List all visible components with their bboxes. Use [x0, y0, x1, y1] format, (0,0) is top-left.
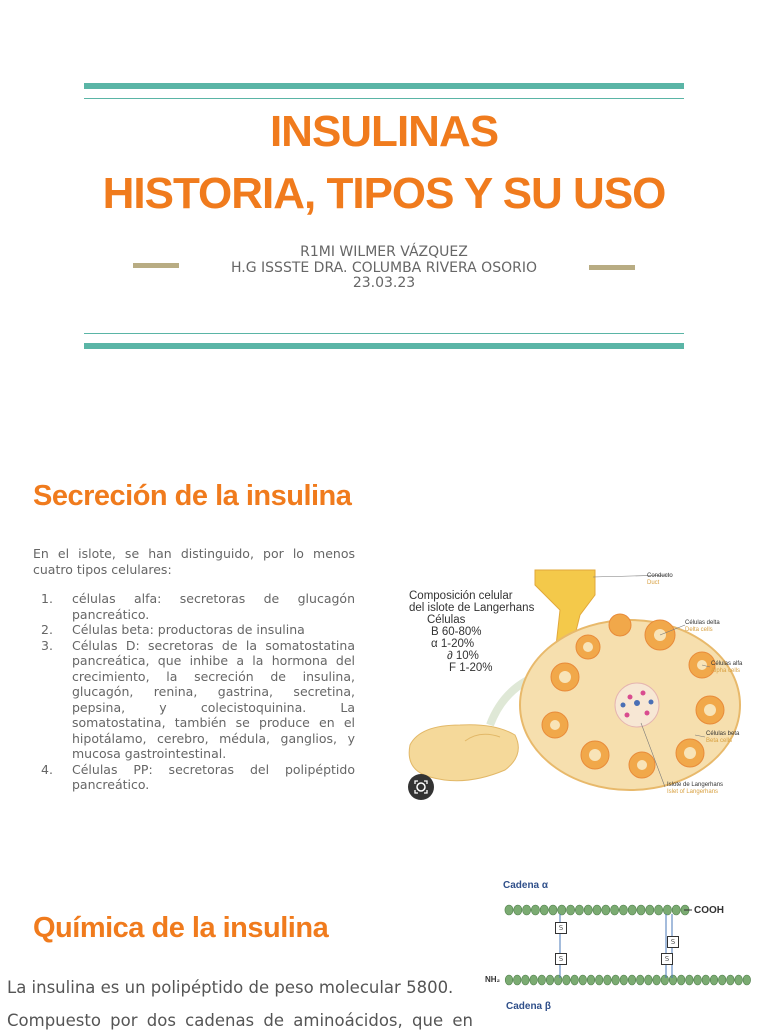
delta-percent: ∂ 10%: [447, 650, 479, 662]
label-islote-en: Islet of Langerhans: [667, 789, 719, 795]
amino-acid-bead: [584, 905, 592, 915]
amino-acid-bead: [655, 905, 663, 915]
institution: H.G ISSSTE DRA. COLUMBA RIVERA OSORIO: [231, 260, 537, 276]
list-item: 3. Células D: secretoras de la somatostatina pancreática, que inhibe a la hormona del crecimiento, la secreción de insulina, glucagón, renina, gastrina, secretina, pepsina, y colecistoquinina. La somatostatina, también se produce en el hipotálamo, cerebro, médula, ganglios, y mucosa gastrointestinal.: [41, 637, 355, 761]
amino-acid-bead: [558, 905, 566, 915]
amino-acid-bead: [554, 975, 562, 985]
label-duct: Duct: [647, 580, 660, 586]
amino-acid-bead: [505, 905, 513, 915]
lens-icon[interactable]: [408, 774, 434, 800]
quimica-line-1: La insulina es un polipéptido de peso molecular 5800.: [7, 978, 454, 997]
amino-acid-bead: [595, 975, 603, 985]
amino-acid-bead: [702, 975, 710, 985]
amino-acid-bead: [531, 905, 539, 915]
amino-acid-bead: [663, 905, 671, 915]
bottom-rule-thin: [84, 333, 684, 334]
amino-acid-bead: [522, 975, 530, 985]
amino-acid-bead: [505, 975, 513, 985]
label-alfa-es: Células alfa: [711, 661, 743, 667]
amino-acid-bead: [604, 975, 612, 985]
amino-acid-bead: [628, 975, 636, 985]
quimica-heading: Química de la insulina: [33, 912, 329, 944]
amino-acid-bead: [669, 975, 677, 985]
amino-acid-bead: [593, 905, 601, 915]
list-item: 4. Células PP: secretoras del polipéptido pancreático.: [41, 761, 355, 792]
disulfide-s: S: [661, 953, 673, 965]
amino-acid-bead: [523, 905, 531, 915]
tan-bar-right: [589, 265, 635, 270]
amino-acid-bead: [646, 905, 654, 915]
label-conducto: Conducto: [647, 573, 673, 579]
insulin-chain-figure: [484, 876, 768, 1024]
title-line-2: HISTORIA, TIPOS Y SU USO: [102, 169, 666, 218]
f-percent: F 1-20%: [449, 662, 493, 674]
chain-beads: [484, 876, 768, 1024]
amino-acid-bead: [571, 975, 579, 985]
figure-caption-sub: del islote de Langerhans: [409, 602, 535, 614]
bottom-rule-thick: [84, 343, 684, 349]
amino-acid-bead: [563, 975, 571, 985]
quimica-line-2: Compuesto por dos cadenas de aminoácidos, que en: [7, 1011, 473, 1030]
amino-acid-bead: [619, 905, 627, 915]
author: R1MI WILMER VÁZQUEZ: [300, 244, 468, 260]
label-alfa-en: Alpha cells: [711, 668, 741, 674]
amino-acid-bead: [743, 975, 751, 985]
secrecion-heading: Secreción de la insulina: [33, 480, 352, 512]
label-delta-es: Células delta: [685, 620, 720, 626]
amino-acid-bead: [575, 905, 583, 915]
label-beta-en: Beta cells: [706, 738, 733, 744]
amino-acid-bead: [540, 905, 548, 915]
top-rule-thick: [84, 83, 684, 89]
amino-acid-bead: [546, 975, 554, 985]
label-islote-es: Islote de Langerhans: [667, 782, 724, 788]
amino-acid-bead: [735, 975, 743, 985]
amino-acid-bead: [514, 905, 522, 915]
amino-acid-bead: [612, 975, 620, 985]
amino-acid-bead: [677, 975, 685, 985]
amino-acid-bead: [587, 975, 595, 985]
amino-acid-bead: [579, 975, 587, 985]
list-item: 1. células alfa: secretoras de glucagón pancreático.: [41, 591, 355, 622]
amino-acid-bead: [549, 905, 557, 915]
islet-figure: [405, 565, 745, 800]
chain-a-label: Cadena α: [503, 880, 549, 891]
cell-type-list: [33, 591, 355, 793]
amino-acid-bead: [661, 975, 669, 985]
amino-acid-bead: [694, 975, 702, 985]
label-beta-es: Células beta: [706, 731, 740, 737]
nh2-label: NH₂: [485, 975, 501, 984]
amino-acid-bead: [710, 975, 718, 985]
disulfide-s: S: [555, 953, 567, 965]
amino-acid-bead: [602, 905, 610, 915]
amino-acid-bead: [628, 905, 636, 915]
amino-acid-bead: [611, 905, 619, 915]
amino-acid-bead: [513, 975, 521, 985]
cooh-label: COOH: [694, 905, 724, 916]
amino-acid-bead: [567, 905, 575, 915]
top-rule-thin: [84, 98, 684, 99]
cells-label: Células: [427, 614, 466, 626]
title-line-1: INSULINAS: [269, 107, 499, 156]
disulfide-s: S: [667, 936, 679, 948]
chain-b-label: Cadena β: [506, 1001, 552, 1012]
amino-acid-bead: [653, 975, 661, 985]
label-delta-en: Delta cells: [685, 627, 713, 633]
beta-percent: B 60-80%: [431, 626, 482, 638]
secrecion-intro: En el islote, se han distinguido, por lo menos cuatro tipos celulares:: [33, 546, 355, 577]
amino-acid-bead: [636, 975, 644, 985]
amino-acid-bead: [727, 975, 735, 985]
amino-acid-bead: [637, 905, 645, 915]
amino-acid-bead: [620, 975, 628, 985]
alpha-percent: α 1-20%: [431, 638, 475, 650]
amino-acid-bead: [672, 905, 680, 915]
amino-acid-bead: [530, 975, 538, 985]
amino-acid-bead: [686, 975, 694, 985]
date: 23.03.23: [352, 275, 416, 291]
tan-bar-left: [133, 263, 179, 268]
amino-acid-bead: [538, 975, 546, 985]
disulfide-s: S: [555, 922, 567, 934]
figure-caption-title: Composición celular: [409, 590, 513, 602]
amino-acid-bead: [718, 975, 726, 985]
list-item: 2. Células beta: productoras de insulina: [41, 622, 305, 637]
amino-acid-bead: [645, 975, 653, 985]
